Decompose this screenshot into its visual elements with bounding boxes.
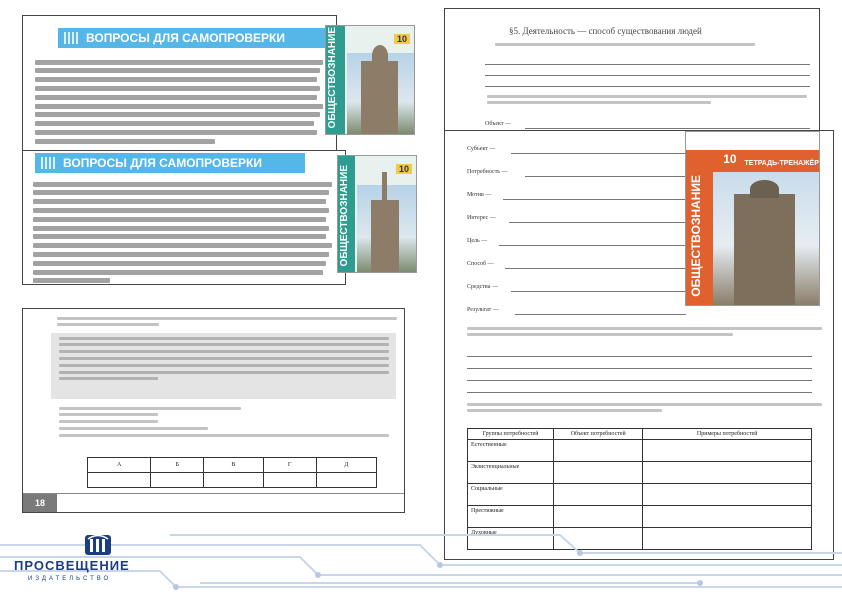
answer-table [87,457,377,488]
page-number: 18 [23,494,57,512]
answer-cell[interactable] [316,473,376,488]
task-2-text [487,91,807,108]
needs-row-label: Экзистенциальные [468,462,554,484]
def-label-result: Результат — [467,307,499,313]
def-line[interactable] [525,176,686,177]
cover-grade: 10 [394,34,410,44]
answer-cell[interactable] [88,473,151,488]
workbook-page-bottom [444,130,834,560]
exercise-intro [57,313,397,330]
write-line[interactable] [485,64,810,65]
page-footer-bar [23,493,404,512]
cover-grade: 10 [396,164,412,174]
questions-banner-2: ВОПРОСЫ ДЛЯ САМОПРОВЕРКИ [35,153,305,173]
textbook-cover-2 [337,155,417,273]
def-label-means: Средства — [467,284,498,290]
workbook-cover-title: ТЕТРАДЬ-ТРЕНАЖЁР [744,160,819,167]
cover-building [361,61,398,134]
object-line[interactable] [525,128,810,129]
needs-cell[interactable] [643,462,812,484]
workbook-page-top [444,8,820,134]
needs-col-groups: Группы потребностей [468,429,554,440]
write-line[interactable] [467,380,812,381]
task-1-text [495,39,755,49]
answer-col-v: В [204,458,263,473]
workbook-cover-dome [750,180,779,198]
def-label-interest: Интерес — [467,215,496,221]
section-title: §5. Деятельность — способ существования людей [509,26,702,36]
cover-title: ОБЩЕСТВОЗНАНИЕ [339,164,350,266]
def-label-need: Потребность — [467,169,508,175]
needs-cell[interactable] [554,484,643,506]
source-text [59,333,389,384]
write-line[interactable] [485,75,810,76]
def-label-subject: Субъект — [467,146,496,152]
def-line[interactable] [503,199,686,200]
workbook-cover [685,131,820,306]
object-label: Объект — [485,121,511,127]
publisher-logo [14,532,174,588]
exercise-question [59,403,389,441]
needs-cell[interactable] [554,462,643,484]
questions-text-2 [33,178,341,285]
needs-row-label: Духовные [468,528,554,550]
def-label-method: Способ — [467,261,494,267]
needs-row-label: Естественные [468,440,554,462]
task-5-text [467,399,822,416]
write-line[interactable] [467,368,812,369]
workbook-cover-building [734,194,795,306]
cover-building-tower [372,45,388,67]
def-label-motive: Мотив — [467,192,492,198]
cover-building [371,200,399,272]
needs-col-examples: Примеры потребностей [643,429,812,440]
answer-col-a: А [88,458,151,473]
needs-row-label: Социальные [468,484,554,506]
questions-text-1 [35,56,335,148]
def-line[interactable] [509,222,686,223]
questions-banner-1: ВОПРОСЫ ДЛЯ САМОПРОВЕРКИ [58,28,328,48]
def-label-goal: Цель — [467,238,488,244]
answer-cell[interactable] [263,473,316,488]
answer-col-g: Г [263,458,316,473]
cover-building-spire [382,172,387,202]
needs-cell[interactable] [643,440,812,462]
workbook-cover-grade: 10 [723,152,737,166]
publisher-subtitle: ИЗДАТЕЛЬСТВО [28,576,112,582]
def-line[interactable] [511,153,686,154]
cover-title: ОБЩЕСТВОЗНАНИЕ [327,26,338,128]
textbook-questions-panel-1 [22,15,337,152]
write-line[interactable] [485,86,810,87]
answer-col-d: Д [316,458,376,473]
def-line[interactable] [515,314,686,315]
task-4-text [467,323,822,340]
needs-cell[interactable] [554,440,643,462]
def-line[interactable] [499,245,686,246]
textbook-cover-1 [325,25,415,135]
def-line[interactable] [511,291,686,292]
publisher-name: ПРОСВЕЩЕНИЕ [14,558,130,573]
needs-row-label: Престижные [468,506,554,528]
needs-cell[interactable] [643,484,812,506]
publisher-emblem-icon [83,532,113,556]
answer-col-b: Б [151,458,204,473]
needs-col-object: Объект потребностей [554,429,643,440]
answer-cell[interactable] [204,473,263,488]
exercise-panel [22,308,405,513]
write-line[interactable] [467,356,812,357]
write-line[interactable] [467,392,812,393]
answer-cell[interactable] [151,473,204,488]
def-line[interactable] [505,268,686,269]
workbook-cover-subject: ОБЩЕСТВОЗНАНИЕ [689,175,703,297]
textbook-questions-panel-2 [22,150,346,285]
